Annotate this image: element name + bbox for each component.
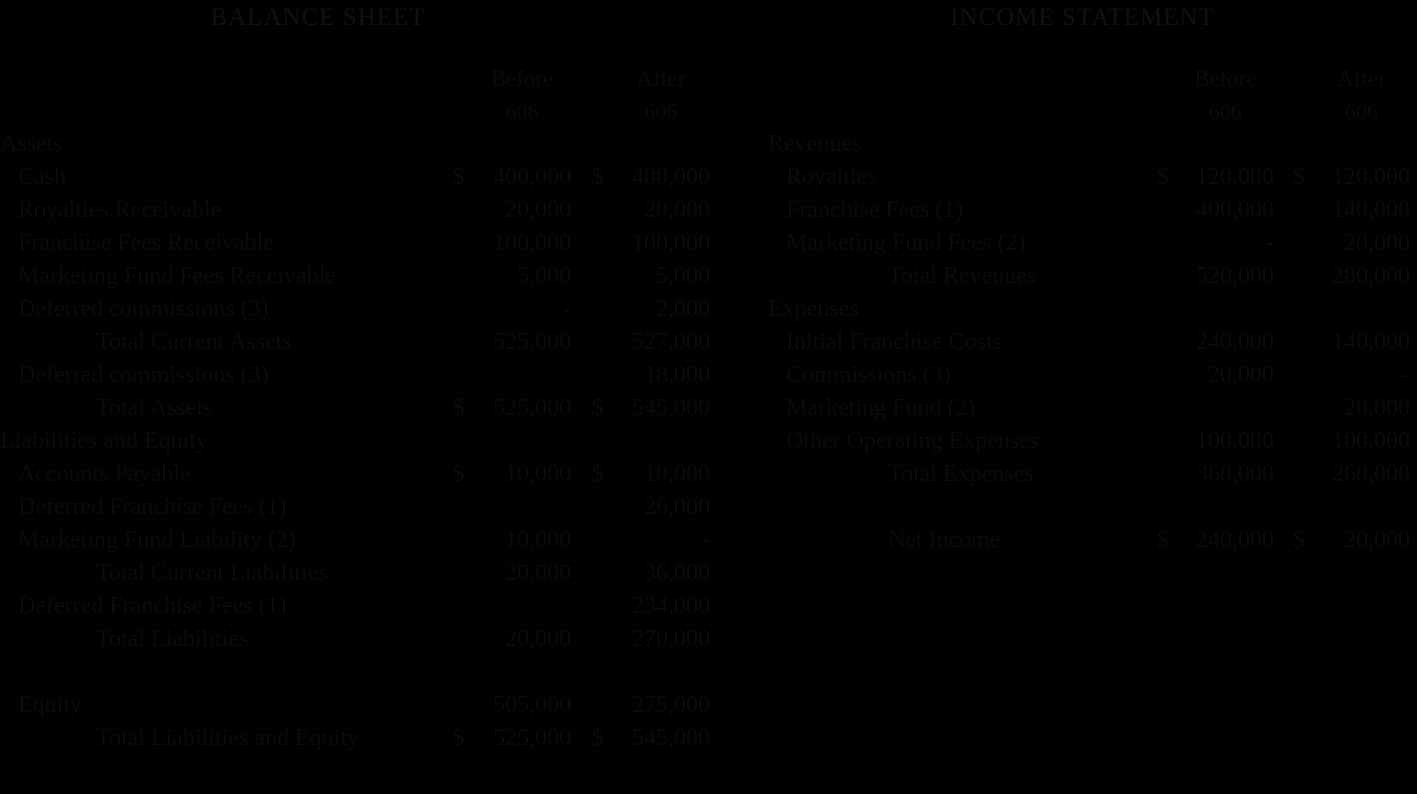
row-before-value: 120,000: [1195, 164, 1274, 190]
subheader-before: 606: [505, 98, 539, 124]
section-title: Assets: [0, 131, 63, 157]
row-before-value: 505,000: [493, 692, 572, 718]
table-row: [768, 524, 1410, 557]
row-label: Franchise Fees Receivable: [18, 230, 274, 256]
row-before-currency: [1157, 359, 1177, 392]
row-label: Total Assets: [96, 395, 213, 421]
row-after-value: 260,000: [1332, 461, 1410, 487]
section-header-row: [768, 293, 1410, 326]
row-after-currency: [591, 260, 611, 293]
row-before-currency: [453, 359, 473, 392]
row-after-value: 400,000: [632, 164, 710, 190]
row-after-value: 20,000: [1344, 395, 1410, 421]
balance-sheet-table: [0, 62, 710, 755]
row-after-value: 20,000: [644, 197, 710, 223]
table-row: [0, 194, 710, 227]
section-header-row: [0, 425, 710, 458]
row-before-value: 520,000: [1195, 263, 1274, 289]
row-before-value: 525,000: [493, 725, 572, 751]
section-title: Expenses: [768, 296, 859, 322]
row-after-currency: [591, 590, 611, 623]
row-before-value: 5,000: [517, 263, 572, 289]
row-after-value: 234,000: [632, 593, 710, 619]
row-after-currency: [1293, 260, 1313, 293]
table-row: [0, 524, 710, 557]
income-statement-panel: [760, 0, 1417, 794]
row-after-currency: $: [1292, 527, 1305, 553]
table-row: [768, 326, 1410, 359]
table-row: [768, 392, 1410, 425]
row-before-value: 20,000: [1207, 362, 1274, 388]
row-label: Deferred commissions (3): [18, 362, 269, 388]
table-row: [0, 293, 710, 326]
row-after-currency: [591, 623, 611, 656]
table-row: [768, 425, 1410, 458]
row-before-currency: $: [1156, 527, 1169, 553]
row-before-value: 20,000: [505, 626, 572, 652]
row-label: Accounts Payable: [18, 461, 191, 487]
row-after-value: 140,000: [1332, 329, 1410, 355]
subheader-after: 606: [644, 98, 678, 124]
row-before-value: 20,000: [505, 560, 572, 586]
row-before-value: 10,000: [505, 461, 572, 487]
header-spacer: [0, 62, 453, 95]
spacer-row: [768, 491, 1410, 524]
row-after-currency: $: [591, 395, 604, 421]
spacer-row: [0, 656, 710, 689]
table-row: [0, 392, 710, 425]
row-before-currency: $: [1156, 164, 1169, 190]
row-before-currency: [453, 590, 473, 623]
row-after-value: 20,000: [1344, 527, 1410, 553]
row-before-value: 100,000: [493, 230, 572, 256]
row-before-value: [473, 491, 571, 524]
header-before: Before: [1193, 65, 1257, 91]
row-before-currency: $: [452, 395, 465, 421]
row-after-value: 26,000: [644, 494, 710, 520]
table-row: [0, 557, 710, 590]
header-before: Before: [490, 65, 554, 91]
row-after-value: 120,000: [1332, 164, 1410, 190]
row-before-value: [473, 359, 571, 392]
header-spacer-cur: [1157, 62, 1177, 95]
row-before-currency: [453, 623, 473, 656]
header-spacer-cur: [453, 62, 473, 95]
row-after-currency: $: [591, 725, 604, 751]
row-after-currency: [591, 491, 611, 524]
row-before-currency: [1157, 227, 1177, 260]
table-row: [768, 194, 1410, 227]
row-label: Marketing Fund Fees Receivable: [18, 263, 336, 289]
income-statement-table: [768, 62, 1410, 557]
row-before-currency: [453, 524, 473, 557]
row-after-currency: [591, 326, 611, 359]
row-after-value: 527,000: [632, 329, 710, 355]
header-after: After: [636, 65, 686, 91]
row-before-currency: $: [452, 164, 465, 190]
row-after-currency: [1293, 326, 1313, 359]
row-after-currency: [591, 227, 611, 260]
row-after-value: 18,000: [644, 362, 710, 388]
row-before-currency: $: [452, 461, 465, 487]
row-after-currency: [591, 689, 611, 722]
row-before-value: 20,000: [505, 197, 572, 223]
row-before-currency: [453, 557, 473, 590]
table-row: [0, 590, 710, 623]
row-after-currency: [591, 194, 611, 227]
header-spacer-cur2: [591, 62, 611, 95]
row-after-currency: [1293, 458, 1313, 491]
header-spacer: [768, 62, 1157, 95]
row-after-value: -: [1402, 362, 1410, 388]
column-subheader-row: [0, 95, 710, 128]
row-after-value: 20,000: [1344, 230, 1410, 256]
column-header-row: [0, 62, 710, 95]
row-label: Marketing Fund Fees (2): [786, 230, 1026, 256]
row-after-value: 545,000: [632, 395, 710, 421]
header-spacer-cur2: [1293, 62, 1313, 95]
table-row: [0, 491, 710, 524]
row-before-currency: [1157, 260, 1177, 293]
row-after-value: 2,000: [656, 296, 710, 322]
table-row: [0, 227, 710, 260]
row-before-value: [1177, 392, 1274, 425]
row-after-value: 275,000: [632, 692, 710, 718]
table-row: [768, 260, 1410, 293]
row-after-value: 36,000: [644, 560, 710, 586]
row-after-currency: [1293, 359, 1313, 392]
row-before-value: 10,000: [505, 527, 572, 553]
row-before-currency: [1157, 425, 1177, 458]
row-before-currency: [453, 293, 473, 326]
row-before-currency: [453, 689, 473, 722]
column-subheader-row: [768, 95, 1410, 128]
table-row: [0, 722, 710, 755]
row-after-currency: [1293, 194, 1313, 227]
row-after-value: 100,000: [1332, 428, 1410, 454]
table-row: [768, 161, 1410, 194]
row-label: Total Revenues: [888, 263, 1037, 289]
row-before-currency: [453, 260, 473, 293]
row-label: Total Current Assets: [96, 329, 292, 355]
row-before-currency: [1157, 458, 1177, 491]
row-before-value: 400,000: [1195, 197, 1274, 223]
header-after: After: [1337, 65, 1386, 91]
row-label: Marketing Fund Liability (2): [18, 527, 296, 553]
row-label: Deferred commissions (3): [18, 296, 269, 322]
row-label: Net Income: [888, 527, 1001, 553]
row-label: Deferred Franchise Fees (1): [18, 593, 287, 619]
row-after-value: 545,000: [632, 725, 710, 751]
balance-sheet-title: BALANCE SHEET: [210, 4, 426, 31]
row-before-value: -: [1265, 230, 1274, 256]
row-before-value: 240,000: [1195, 329, 1274, 355]
row-label: Equity: [18, 692, 82, 718]
table-row: [0, 623, 710, 656]
row-before-value: 525,000: [493, 395, 572, 421]
table-row: [768, 359, 1410, 392]
row-before-currency: [1157, 326, 1177, 359]
row-label: Franchise Fees (1): [786, 197, 964, 223]
row-before-value: 240,000: [1195, 527, 1274, 553]
row-before-value: 360,000: [1195, 461, 1274, 487]
header-gap: [571, 62, 591, 95]
row-label: Total Expenses: [888, 461, 1034, 487]
table-row: [0, 161, 710, 194]
table-row: [0, 326, 710, 359]
row-before-currency: [453, 326, 473, 359]
row-label: Other Operating Expenses: [786, 428, 1040, 454]
row-label: Commissions (3): [786, 362, 951, 388]
subheader-before: 606: [1208, 98, 1242, 124]
row-after-currency: [591, 557, 611, 590]
row-before-value: 400,000: [493, 164, 572, 190]
row-after-currency: [591, 524, 611, 557]
row-label: Deferred Franchise Fees (1): [18, 494, 287, 520]
row-after-value: 100,000: [632, 230, 710, 256]
row-label: Royalties Receivable: [18, 197, 222, 223]
row-before-value: 100,000: [1195, 428, 1274, 454]
row-after-currency: $: [591, 164, 604, 190]
income-statement-title: INCOME STATEMENT: [950, 4, 1215, 31]
table-row: [0, 458, 710, 491]
column-header-row: [768, 62, 1410, 95]
row-label: Total Liabilities and Equity: [96, 725, 359, 751]
table-row: [0, 260, 710, 293]
header-gap: [1274, 62, 1293, 95]
row-before-value: -: [563, 296, 572, 322]
row-before-currency: [453, 491, 473, 524]
row-before-currency: [453, 227, 473, 260]
section-header-row: [0, 128, 710, 161]
row-after-currency: [1293, 227, 1313, 260]
row-after-value: 140,000: [1332, 197, 1410, 223]
row-label: Total Current Liabilities: [96, 560, 328, 586]
section-title: Liabilities and Equity: [0, 428, 208, 454]
row-after-currency: $: [1292, 164, 1305, 190]
subheader-after: 606: [1344, 98, 1378, 124]
row-label: Marketing Fund (2): [786, 395, 976, 421]
row-after-value: 280,000: [1332, 263, 1410, 289]
row-after-value: 10,000: [644, 461, 710, 487]
row-after-currency: [1293, 425, 1313, 458]
row-before-currency: [1157, 392, 1177, 425]
row-after-value: 270,000: [632, 626, 710, 652]
section-header-row: [768, 128, 1410, 161]
row-after-currency: [1293, 392, 1313, 425]
row-after-currency: [591, 359, 611, 392]
row-after-value: 5,000: [656, 263, 710, 289]
row-after-currency: $: [591, 461, 604, 487]
row-label: Royalties: [786, 164, 877, 190]
row-after-currency: [591, 293, 611, 326]
row-label: Total Liabilities: [96, 626, 249, 652]
row-before-currency: [1157, 194, 1177, 227]
table-row: [768, 227, 1410, 260]
table-row: [768, 458, 1410, 491]
row-before-currency: [453, 194, 473, 227]
row-label: Cash: [18, 164, 66, 190]
table-row: [0, 689, 710, 722]
section-title: Revenues: [768, 131, 862, 157]
row-after-value: -: [702, 527, 710, 553]
table-row: [0, 359, 710, 392]
row-before-currency: $: [452, 725, 465, 751]
row-before-value: 525,000: [493, 329, 572, 355]
row-before-value: [473, 590, 571, 623]
row-label: Initial Franchise Costs: [786, 329, 1002, 355]
